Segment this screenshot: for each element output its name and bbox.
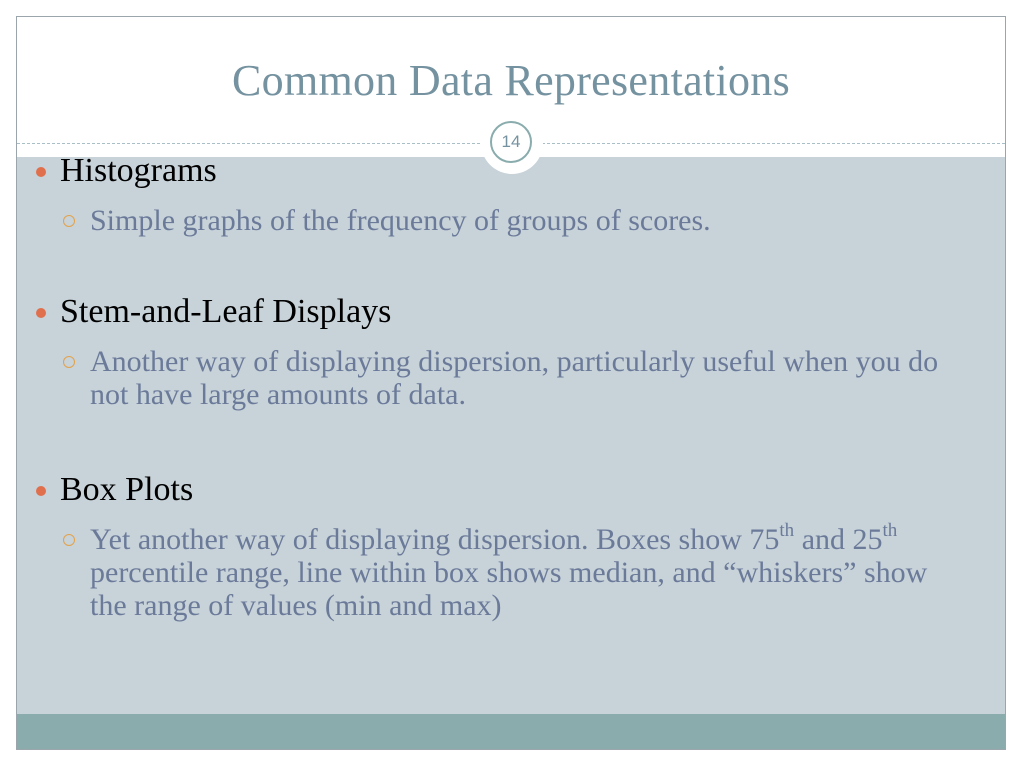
hollow-circle-bullet-icon [63,215,75,227]
sub-bullet-text: Yet another way of displaying dispersion. Boxes show 75th and 25th percentile range, line within box shows median, and “whiskers” show the range of values (min and max) [90,520,928,622]
sub-bullet-text: Simple graphs of the frequency of groups of scores. [90,204,711,237]
slide-title: Common Data Representations [232,56,790,105]
sub-bullet-box-plots [32,520,952,622]
bullet-text: Stem-and-Leaf Displays [60,293,392,330]
filled-circle-bullet-icon [36,308,46,318]
sub-bullet-stem-and-leaf [32,345,952,411]
page-number: 14 [501,131,521,151]
bullet-item-histograms [32,152,952,190]
filled-circle-bullet-icon [36,167,46,177]
superscript: th [779,520,795,541]
hollow-circle-bullet-icon [63,534,75,546]
sub-bullet-histograms [32,204,952,237]
filled-circle-bullet-icon [36,486,46,496]
bullet-text: Histograms [60,152,217,189]
hollow-circle-bullet-icon [63,356,75,368]
sub-bullet-text: Another way of displaying dispersion, particularly useful when you do not have large amounts of data. [90,345,939,411]
bullet-list [32,152,952,622]
superscript: th [882,520,898,541]
bullet-item-stem-and-leaf [32,293,952,331]
bullet-item-box-plots [32,471,952,509]
bullet-text: Box Plots [60,471,194,508]
footer-bar [17,714,1005,749]
